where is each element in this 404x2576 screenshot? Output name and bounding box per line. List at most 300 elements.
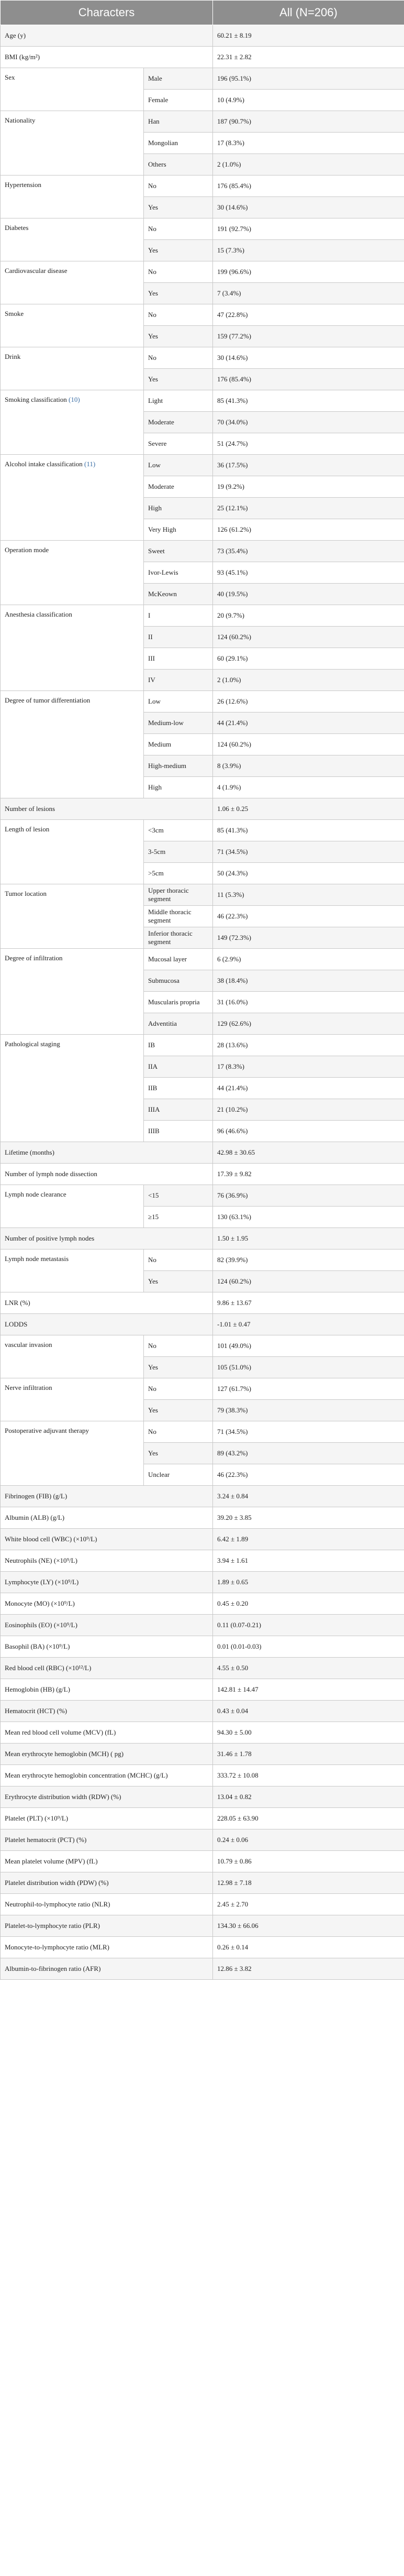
row-label-text: Platelet-to-lymphocyte ratio (PLR) — [5, 1922, 100, 1930]
sub-category-text: Yes — [148, 1363, 158, 1371]
row-label-text: Lymph node clearance — [5, 1190, 66, 1198]
row-value — [213, 1443, 404, 1464]
sub-category — [144, 498, 213, 519]
row-value — [213, 240, 404, 261]
table-row — [1, 1851, 404, 1872]
sub-category — [144, 712, 213, 734]
row-value-text: 0.43 ± 0.04 — [217, 1707, 249, 1715]
row-value — [213, 326, 404, 347]
row-value-text: 4.55 ± 0.50 — [217, 1664, 249, 1672]
table-row — [1, 884, 404, 906]
row-value — [213, 133, 404, 154]
row-value — [213, 1593, 404, 1615]
row-label — [1, 1164, 213, 1185]
row-value — [213, 1786, 404, 1808]
sub-category — [144, 949, 213, 970]
row-value-text: 126 (61.2%) — [217, 525, 251, 533]
row-label — [1, 1636, 213, 1658]
row-value — [213, 154, 404, 176]
row-value-text: 38 (18.4%) — [217, 977, 248, 984]
sub-category — [144, 927, 213, 949]
row-value — [213, 798, 404, 820]
row-label-text: Hematocrit (HCT) (%) — [5, 1707, 68, 1715]
row-label — [1, 1572, 213, 1593]
row-value-text: 46 (22.3%) — [217, 912, 248, 920]
row-value — [213, 1142, 404, 1164]
sub-category-text: No — [148, 354, 156, 361]
row-label — [1, 1915, 213, 1937]
row-value-text: 8 (3.9%) — [217, 762, 241, 770]
sub-category-text: Medium-low — [148, 719, 184, 727]
sub-category-text: Yes — [148, 289, 158, 297]
row-value-text: 6.42 ± 1.89 — [217, 1535, 249, 1543]
table-row — [1, 47, 404, 68]
row-label-text: Number of lesions — [5, 805, 55, 813]
row-value — [213, 1701, 404, 1722]
row-value — [213, 176, 404, 197]
row-value — [213, 1894, 404, 1915]
table-row — [1, 798, 404, 820]
row-value-text: 196 (95.1%) — [217, 74, 251, 82]
row-label-text: Basophil (BA) (×10⁹/L) — [5, 1642, 70, 1650]
row-value — [213, 1529, 404, 1550]
row-value — [213, 1679, 404, 1701]
table-row — [1, 304, 404, 326]
sub-category-text: <15 — [148, 1191, 159, 1199]
row-value — [213, 1486, 404, 1507]
row-label — [1, 111, 144, 176]
row-value-text: 0.24 ± 0.06 — [217, 1836, 249, 1844]
sub-category — [144, 476, 213, 498]
row-value — [213, 1164, 404, 1185]
row-value-text: 2.45 ± 2.70 — [217, 1900, 249, 1908]
row-value — [213, 1228, 404, 1249]
sub-category-text: Mucosal layer — [148, 955, 187, 963]
table-row — [1, 1744, 404, 1765]
row-value — [213, 1099, 404, 1121]
sub-category — [144, 455, 213, 476]
table-row — [1, 176, 404, 197]
table-row — [1, 1872, 404, 1894]
row-label-text: Sex — [5, 73, 15, 81]
row-label — [1, 1808, 213, 1829]
row-value-text: 46 (22.3%) — [217, 1471, 248, 1478]
sub-category — [144, 218, 213, 240]
row-value-text: 21 (10.2%) — [217, 1105, 248, 1113]
row-label — [1, 1185, 144, 1228]
row-label — [1, 68, 144, 111]
table-row — [1, 1786, 404, 1808]
row-value — [213, 347, 404, 369]
row-label-text: Platelet (PLT) (×10⁹/L) — [5, 1814, 69, 1822]
sub-category — [144, 133, 213, 154]
sub-category — [144, 627, 213, 648]
sub-category-text: High-medium — [148, 762, 186, 770]
row-value-text: 124 (60.2%) — [217, 1277, 251, 1285]
row-label — [1, 1550, 213, 1572]
row-value-text: 4 (1.9%) — [217, 783, 241, 791]
sub-category-text: No — [148, 1342, 156, 1350]
row-value — [213, 1615, 404, 1636]
row-value — [213, 197, 404, 218]
row-value-text: 51 (24.7%) — [217, 440, 248, 447]
sub-category — [144, 390, 213, 412]
sub-category — [144, 1464, 213, 1486]
row-label-text: LNR (%) — [5, 1299, 30, 1307]
sub-category — [144, 1185, 213, 1207]
row-value-text: 44 (21.4%) — [217, 1084, 248, 1092]
sub-category-text: Male — [148, 74, 162, 82]
sub-category-text: III — [148, 654, 155, 662]
row-label-text: Lifetime (months) — [5, 1148, 54, 1156]
row-value — [213, 841, 404, 863]
row-value — [213, 304, 404, 326]
row-label — [1, 261, 144, 304]
row-label-text: Degree of tumor differentiation — [5, 696, 91, 704]
row-label — [1, 1529, 213, 1550]
row-value-text: 3.24 ± 0.84 — [217, 1492, 249, 1500]
row-label — [1, 691, 144, 798]
table-row — [1, 1765, 404, 1786]
row-value-text: 10.79 ± 0.86 — [217, 1857, 252, 1865]
row-value — [213, 541, 404, 562]
table-row — [1, 820, 404, 841]
row-label-text: Fibrinogen (FIB) (g/L) — [5, 1492, 68, 1500]
row-label-text: Hypertension — [5, 181, 42, 189]
row-label-text: Diabetes — [5, 224, 29, 232]
row-label-text: Lymph node metastasis — [5, 1255, 69, 1263]
sub-category — [144, 777, 213, 798]
table-row — [1, 455, 404, 476]
table-row — [1, 1894, 404, 1915]
row-value-text: 28 (13.6%) — [217, 1041, 248, 1049]
row-label-text: Lymphocyte (LY) (×10⁹/L) — [5, 1578, 79, 1586]
sub-category — [144, 347, 213, 369]
row-label-text: Pathological staging — [5, 1040, 60, 1048]
row-value-text: 39.20 ± 3.85 — [217, 1514, 252, 1521]
row-label — [1, 1851, 213, 1872]
row-value — [213, 433, 404, 455]
row-value — [213, 369, 404, 390]
sub-category — [144, 197, 213, 218]
row-value — [213, 670, 404, 691]
table-row — [1, 1915, 404, 1937]
row-label-text: Mean erythrocyte hemoglobin concentration (MCHC) (g/L) — [5, 1771, 168, 1779]
row-label — [1, 1829, 213, 1851]
row-value — [213, 498, 404, 519]
sub-category-text: Yes — [148, 375, 158, 383]
sub-category — [144, 240, 213, 261]
row-label — [1, 47, 213, 68]
row-value — [213, 1915, 404, 1937]
row-value — [213, 1249, 404, 1271]
row-value — [213, 1335, 404, 1357]
row-label — [1, 1249, 144, 1292]
table-row — [1, 1808, 404, 1829]
row-value — [213, 1121, 404, 1142]
reference-link[interactable]: (11) — [84, 460, 96, 468]
row-value — [213, 755, 404, 777]
table-row — [1, 1937, 404, 1958]
sub-category-text: High — [148, 783, 162, 791]
row-value — [213, 1744, 404, 1765]
row-label-text: Nerve infiltration — [5, 1384, 52, 1391]
row-value — [213, 68, 404, 90]
row-value — [213, 1357, 404, 1378]
table-row — [1, 1958, 404, 1980]
row-value — [213, 1829, 404, 1851]
row-value — [213, 261, 404, 283]
sub-category — [144, 734, 213, 755]
sub-category — [144, 412, 213, 433]
row-value — [213, 777, 404, 798]
sub-category-text: Light — [148, 397, 163, 404]
sub-category — [144, 176, 213, 197]
row-value-text: 101 (49.0%) — [217, 1342, 251, 1350]
row-label — [1, 1722, 213, 1744]
row-label — [1, 949, 144, 1035]
table-row — [1, 1507, 404, 1529]
row-value-text: 76 (36.9%) — [217, 1191, 248, 1199]
sub-category — [144, 1271, 213, 1292]
row-value — [213, 1013, 404, 1035]
row-value-text: 124 (60.2%) — [217, 633, 251, 641]
sub-category — [144, 884, 213, 906]
table-row — [1, 1615, 404, 1636]
sub-category — [144, 304, 213, 326]
sub-category — [144, 326, 213, 347]
row-value — [213, 25, 404, 47]
table-row — [1, 605, 404, 627]
row-value-text: 127 (61.7%) — [217, 1385, 251, 1393]
sub-category — [144, 1121, 213, 1142]
row-label-text: Degree of infiltration — [5, 954, 63, 962]
sub-category-text: Very High — [148, 525, 176, 533]
row-value — [213, 47, 404, 68]
row-value — [213, 111, 404, 133]
row-value — [213, 927, 404, 949]
sub-category-text: Unclear — [148, 1471, 170, 1478]
row-label — [1, 1421, 144, 1486]
row-label — [1, 1679, 213, 1701]
table-row — [1, 25, 404, 47]
sub-category-text: II — [148, 633, 153, 641]
row-value — [213, 734, 404, 755]
sub-category — [144, 820, 213, 841]
sub-category-text: Yes — [148, 1277, 158, 1285]
row-value — [213, 1400, 404, 1421]
row-value — [213, 1872, 404, 1894]
row-label-text: Erythrocyte distribution width (RDW) (%) — [5, 1793, 121, 1801]
row-value-text: 3.94 ± 1.61 — [217, 1556, 249, 1564]
row-value — [213, 605, 404, 627]
row-label — [1, 1872, 213, 1894]
row-label-text: Operation mode — [5, 546, 49, 554]
row-value-text: 40 (19.5%) — [217, 590, 248, 598]
row-value — [213, 1271, 404, 1292]
sub-category-text: Adventitia — [148, 1020, 177, 1027]
row-value-text: 12.98 ± 7.18 — [217, 1879, 252, 1887]
sub-category — [144, 1400, 213, 1421]
row-value — [213, 627, 404, 648]
sub-category — [144, 1013, 213, 1035]
sub-category — [144, 90, 213, 111]
sub-category-text: Han — [148, 117, 160, 125]
row-value-text: 0.45 ± 0.20 — [217, 1599, 249, 1607]
row-label — [1, 1765, 213, 1786]
row-label — [1, 1292, 213, 1314]
row-label — [1, 1486, 213, 1507]
header-row — [1, 1, 404, 25]
row-value-text: 149 (72.3%) — [217, 934, 251, 941]
row-label-text: Number of positive lymph nodes — [5, 1234, 95, 1242]
row-value-text: 31 (16.0%) — [217, 998, 248, 1006]
sub-category — [144, 1335, 213, 1357]
sub-category — [144, 433, 213, 455]
sub-category — [144, 369, 213, 390]
row-value-text: 176 (85.4%) — [217, 375, 251, 383]
row-value-text: 6 (2.9%) — [217, 955, 241, 963]
row-label-text: Mean red blood cell volume (MCV) (fL) — [5, 1728, 116, 1736]
reference-link[interactable]: (10) — [69, 396, 80, 403]
row-value — [213, 1035, 404, 1056]
row-value-text: 333.72 ± 10.08 — [217, 1771, 259, 1779]
sub-category-text: 3-5cm — [148, 848, 166, 856]
table-row — [1, 1829, 404, 1851]
table-row — [1, 347, 404, 369]
row-value-text: -1.01 ± 0.47 — [217, 1320, 251, 1328]
row-label-text: LODDS — [5, 1320, 28, 1328]
row-value — [213, 863, 404, 884]
sub-category-text: Yes — [148, 203, 158, 211]
row-label-text: Monocyte (MO) (×10⁹/L) — [5, 1599, 75, 1607]
row-value-text: 22.31 ± 2.82 — [217, 53, 252, 61]
table-row — [1, 68, 404, 90]
row-label-text: Postoperative adjuvant therapy — [5, 1427, 89, 1434]
row-value — [213, 1958, 404, 1980]
row-value — [213, 1207, 404, 1228]
row-label — [1, 820, 144, 884]
row-value-text: 129 (62.6%) — [217, 1020, 251, 1027]
row-value-text: 30 (14.6%) — [217, 354, 248, 361]
table-row — [1, 1593, 404, 1615]
row-label-text: Drink — [5, 353, 21, 360]
row-value — [213, 1507, 404, 1529]
sub-category — [144, 68, 213, 90]
row-value — [213, 648, 404, 670]
row-value-text: 70 (34.0%) — [217, 418, 248, 426]
row-label-text: Length of lesion — [5, 825, 50, 833]
row-label-text: White blood cell (WBC) (×10⁹/L) — [5, 1535, 97, 1543]
row-value — [213, 1464, 404, 1486]
sub-category — [144, 670, 213, 691]
sub-category — [144, 1056, 213, 1078]
row-label — [1, 455, 144, 541]
sub-category-text: Low — [148, 697, 161, 705]
row-value — [213, 1851, 404, 1872]
sub-category — [144, 1099, 213, 1121]
row-label — [1, 304, 144, 347]
row-value-text: 60 (29.1%) — [217, 654, 248, 662]
row-value-text: 199 (96.6%) — [217, 268, 251, 276]
row-value-text: 17 (8.3%) — [217, 1062, 244, 1070]
sub-category — [144, 841, 213, 863]
row-label-text: Alcohol intake classification — [5, 460, 83, 468]
row-label-text: Nationality — [5, 116, 36, 124]
row-value-text: 124 (60.2%) — [217, 740, 251, 748]
row-value — [213, 390, 404, 412]
row-value-text: 176 (85.4%) — [217, 182, 251, 190]
row-label — [1, 1035, 144, 1142]
sub-category — [144, 1249, 213, 1271]
table-row — [1, 1142, 404, 1164]
sub-category-text: IIIA — [148, 1105, 160, 1113]
table-row — [1, 1292, 404, 1314]
row-value — [213, 992, 404, 1013]
row-value-text: 19 (9.2%) — [217, 483, 244, 490]
row-value-text: 11 (5.3%) — [217, 891, 244, 898]
row-value-text: 79 (38.3%) — [217, 1406, 248, 1414]
sub-category-text: IIA — [148, 1062, 158, 1070]
row-value-text: 82 (39.9%) — [217, 1256, 248, 1264]
row-value — [213, 1378, 404, 1400]
row-value-text: 17.39 ± 9.82 — [217, 1170, 252, 1178]
sub-category-text: No — [148, 311, 156, 319]
row-value-text: 71 (34.5%) — [217, 1428, 248, 1435]
row-value — [213, 906, 404, 927]
table-row — [1, 111, 404, 133]
sub-category — [144, 261, 213, 283]
row-value-text: 187 (90.7%) — [217, 117, 251, 125]
table-row — [1, 691, 404, 712]
table-row — [1, 1035, 404, 1056]
row-value-text: 42.98 ± 30.65 — [217, 1148, 255, 1156]
row-label-text: Hemoglobin (HB) (g/L) — [5, 1685, 70, 1693]
row-value-text: 30 (14.6%) — [217, 203, 248, 211]
sub-category-text: No — [148, 1385, 156, 1393]
row-label-text: Eosinophils (EO) (×10⁹/L) — [5, 1621, 77, 1629]
row-label — [1, 1314, 213, 1335]
table-row — [1, 1335, 404, 1357]
row-value-text: 13.04 ± 0.82 — [217, 1793, 252, 1801]
row-label — [1, 605, 144, 691]
sub-category-text: Medium — [148, 740, 172, 748]
row-label — [1, 1786, 213, 1808]
table-row — [1, 1228, 404, 1249]
row-value-text: 1.50 ± 1.95 — [217, 1234, 249, 1242]
table-row — [1, 1701, 404, 1722]
table-row — [1, 1529, 404, 1550]
row-value-text: 130 (63.1%) — [217, 1213, 251, 1221]
sub-category — [144, 562, 213, 584]
row-value-text: 47 (22.8%) — [217, 311, 248, 319]
row-label — [1, 1958, 213, 1980]
sub-category-text: Yes — [148, 246, 158, 254]
sub-category-text: Others — [148, 160, 166, 168]
sub-category-text: IIB — [148, 1084, 158, 1092]
sub-category-text: ≥15 — [148, 1213, 159, 1221]
sub-category — [144, 992, 213, 1013]
row-value-text: 31.46 ± 1.78 — [217, 1750, 252, 1758]
sub-category-text: Muscularis propria — [148, 998, 200, 1006]
sub-category-text: McKeown — [148, 590, 177, 598]
table-row — [1, 1636, 404, 1658]
row-value — [213, 90, 404, 111]
sub-category-text: >5cm — [148, 869, 164, 877]
table-row — [1, 541, 404, 562]
sub-category — [144, 1378, 213, 1400]
row-value — [213, 218, 404, 240]
